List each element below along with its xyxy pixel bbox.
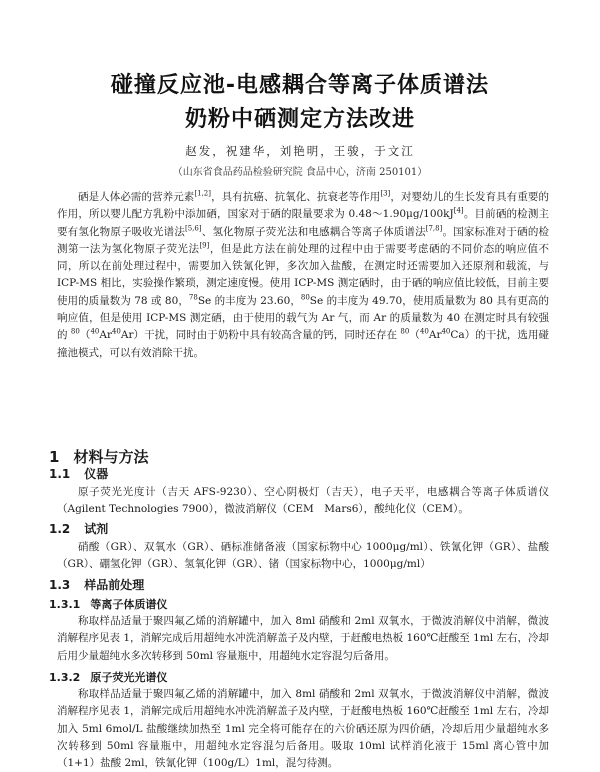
section-heading-1: 1 材料与方法 [49, 448, 149, 466]
isotope-mass: 78 [188, 293, 198, 302]
title-line-1: 碰撞反应池-电感耦合等离子体质谱法 [110, 73, 490, 98]
icpms-prep-paragraph: 称取样品适量于聚四氟乙烯的消解罐中，加入 8ml 硝酸和 2ml 双氧水，于微波消解仪中消解，微波消解程序见表 1，消解完成后用超纯水冲洗消解盖子及内壁，于赶酸电热板 160℃赶酸至 1ml 左右，冷却后用少量超纯水多次转移到 50ml 容量瓶中，用超纯水定容混匀后备用。 [57, 615, 549, 662]
isotope-mass: 40 [441, 327, 451, 336]
citation-ref: [4] [453, 206, 464, 215]
reagents-paragraph: 硝酸（GR）、双氧水（GR）、硒标准储备液（国家标物中心 1000μg/ml）、铁氰化钾（GR）、盐酸（GR）、硼氢化钾（GR）、氢氧化钾（GR）、锗（国家标物中心，1000μg/ml） [57, 541, 549, 571]
section-heading-1-2: 1.2 试剂 [49, 522, 109, 536]
title-line-2: 奶粉中硒测定方法改进 [184, 107, 415, 132]
isotope-mass: 40 [419, 327, 429, 336]
section-heading-1-1: 1.1 仪器 [49, 467, 109, 481]
citation-ref: [1,2] [194, 189, 211, 198]
citation-ref: [5,6] [185, 224, 202, 233]
instruments-paragraph: 原子荧光光度计（吉天 AFS-9230）、空心阴极灯（吉天），电子天平，电感耦合等离子体质谱仪（Agilent Technologies 7900），微波消解仪（CEM Mars6），酸纯化仪（CEM）。 [57, 486, 549, 516]
affiliation: （山东省食品药品检验研究院 食品中心，济南 250101） [172, 167, 428, 178]
citation-ref: [3] [380, 189, 391, 198]
citation-ref: [7,8] [425, 224, 443, 233]
isotope-mass: 80 [400, 327, 410, 336]
section-heading-1-3-2: 1.3.2 原子荧光光谱仪 [49, 671, 168, 684]
isotope-mass: 80 [70, 327, 80, 336]
isotope-mass: 40 [90, 327, 100, 336]
author-list: 赵发，祝建华，刘艳明，王骏，于文江 [185, 144, 415, 158]
section-heading-1-3-1: 1.3.1 等离子体质谱仪 [49, 598, 168, 611]
section-heading-1-3: 1.3 样品前处理 [49, 578, 145, 592]
isotope-mass: 40 [111, 327, 121, 336]
afs-prep-paragraph: 称取样品适量于聚四氟乙烯的消解罐中，加入 8ml 硝酸和 2ml 双氧水，于微波消解仪中消解，微波消解程序见表 1，消解完成后用超纯水冲洗消解盖子及内壁，于赶酸电热板 160℃赶酸至 1ml 左右，冷却加入 5ml 6mol/L 盐酸继续加热至 1ml 完全将可能存在的六价硒还原为四价硒，冷却后用少量超纯水多次转移到 50ml 容量瓶中，用超纯水定容混匀后备用。吸取 10ml 试样消化液于 15ml 离心管中加（1+1）盐酸 2ml，铁氰化钾（100g/L）1ml，混匀待测。 [57, 688, 549, 770]
intro-paragraph: 硒是人体必需的营养元素[1,2]，具有抗癌、抗氧化、抗衰老等作用[3]，对婴幼儿的生长发育具有重要的作用，所以婴儿配方乳粉中添加硒，国家对于硒的限量要求为 0.48～1.90μg/100kJ[4]。目前硒的检测主要有氢化物原子吸收光谱法[5,6]、氢化物原子荧光法和电感耦合等离子体质谱法[7,8]。国家标准对于硒的检测第一法为氢化物原子荧光法[9]，但是此方法在前处理的过程中由于需要考虑硒的不同价态的响应值不同，所以在前处理过程中，需要加入铁氰化钾，多次加入盐酸，在测定时还需要加入还原剂和载流，与 ICP-MS 相比，实验操作繁琐，测定速度慢。使用 ICP-MS 测定硒时，由于硒的响应值比较低，目前主要使用的质量数为 78 或 80，$^{78}$Se 的丰度为 23.60，$^{80}$Se 的丰度为 49.70，使用质量数为 80 具有更高的响应值，但是使用 ICP-MS 测定硒，由于使用的载气为 Ar 气，而 Ar 的质量数为 40 在测定时具有较强的 $^{80}$（$^{40}$Ar$^{40}$Ar）干扰，同时由于奶粉中具有较高含量的钙，同时还存在 $^{80}$（$^{40}$Ar$^{40}$Ca）的干扰，选用碰撞池模式，可以有效消除干扰。 [57, 189, 550, 359]
isotope-mass: 80 [300, 293, 310, 302]
citation-ref: [9] [199, 241, 210, 250]
